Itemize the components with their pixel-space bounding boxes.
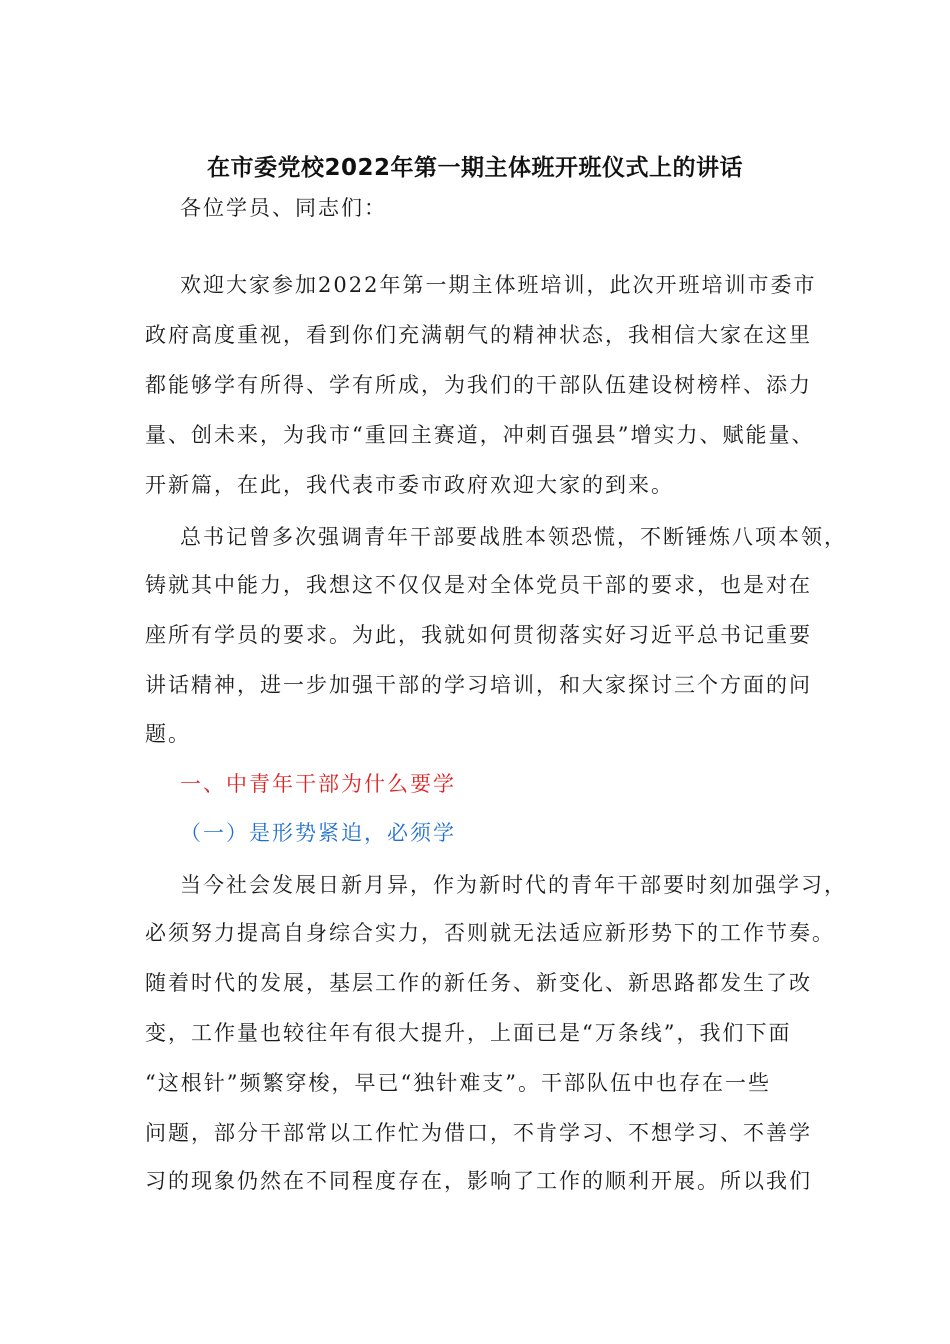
- subsection-heading: （一）是形势紧迫，必须学: [180, 821, 456, 845]
- paragraph-line: 必须努力提高自身综合实力，否则就无法适应新形势下的工作节奏。: [145, 921, 835, 945]
- paragraph-line: 欢迎大家参加2022年第一期主体班培训，此次开班培训市委市: [180, 273, 817, 297]
- paragraph-line: 量、创未来，为我市“重回主赛道，冲刺百强县”增实力、赋能量、: [145, 423, 815, 447]
- paragraph-line: 题。: [145, 722, 191, 746]
- paragraph-line: 当今社会发展日新月异，作为新时代的青年干部要时刻加强学习，: [180, 873, 847, 897]
- paragraph-line: 开新篇，在此，我代表市委市政府欢迎大家的到来。: [145, 473, 674, 497]
- paragraph-line: 随着时代的发展，基层工作的新任务、新变化、新思路都发生了改: [145, 971, 812, 995]
- paragraph-line: 铸就其中能力，我想这不仅仅是对全体党员干部的要求，也是对在: [145, 573, 812, 597]
- salutation: 各位学员、同志们：: [180, 196, 387, 220]
- paragraph-line: 都能够学有所得、学有所成，为我们的干部队伍建设树榜样、添力: [145, 373, 812, 397]
- paragraph-line: 座所有学员的要求。为此，我就如何贯彻落实好习近平总书记重要: [145, 623, 812, 647]
- paragraph-line: 总书记曾多次强调青年干部要战胜本领恐慌，不断锤炼八项本领，: [180, 525, 847, 549]
- paragraph-line: 讲话精神，进一步加强干部的学习培训，和大家探讨三个方面的问: [145, 673, 812, 697]
- paragraph-line: 问题，部分干部常以工作忙为借口，不肯学习、不想学习、不善学: [145, 1121, 812, 1145]
- section-heading: 一、中青年干部为什么要学: [180, 772, 456, 796]
- paragraph-line: 习的现象仍然在不同程度存在，影响了工作的顺利开展。所以我们: [145, 1169, 812, 1193]
- paragraph-line: 变，工作量也较往年有很大提升，上面已是“万条线”，我们下面: [145, 1021, 792, 1045]
- paragraph-line: 政府高度重视，看到你们充满朝气的精神状态，我相信大家在这里: [145, 323, 812, 347]
- paragraph-line: “这根针”频繁穿梭，早已“独针难支”。干部队伍中也存在一些: [145, 1071, 771, 1095]
- document-title: 在市委党校2022年第一期主体班开班仪式上的讲话: [206, 155, 743, 181]
